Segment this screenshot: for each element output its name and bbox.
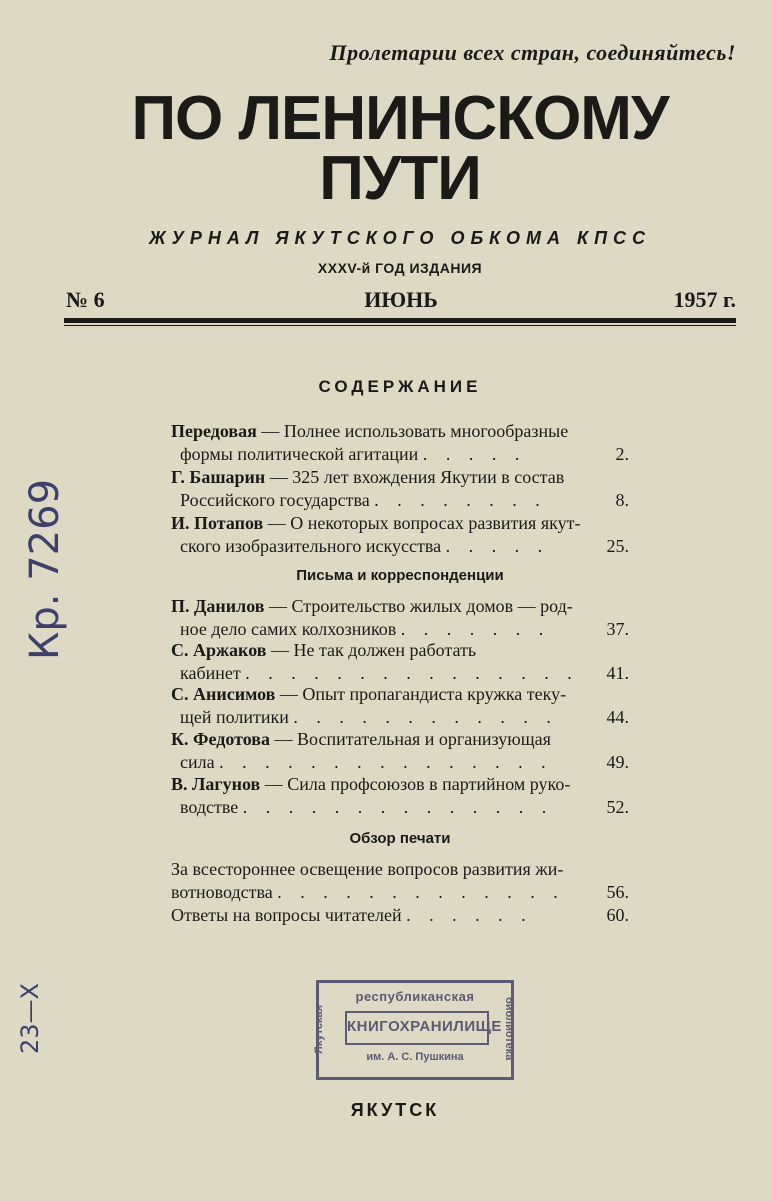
margin-note: 23—Х (16, 983, 44, 1054)
toc-entry (171, 858, 629, 904)
toc-title-line-2: Российского государства (180, 490, 370, 510)
toc-page-number: 25. (606, 536, 629, 556)
toc-entry (171, 728, 629, 774)
stamp-bottom-text: им. А. С. Пушкина (366, 1051, 464, 1063)
toc-entry (171, 466, 629, 512)
toc-title-line-2: ского изобразительного искусства (180, 536, 442, 556)
toc-title-line-1: За всестороннее освещение вопросов развития жи- (171, 859, 564, 879)
toc-entry (171, 683, 629, 729)
toc-page-number: 49. (606, 752, 629, 772)
handwritten-shelf-mark: Кр. 7269 (22, 478, 68, 660)
toc-leader-dots: . . . . . . . . . . . . . . (242, 797, 554, 817)
toc-author: Г. Башарин (171, 467, 266, 487)
issue-number: № 6 (66, 287, 105, 312)
year-of-publication: XXXV-й ГОД ИЗДАНИЯ (317, 260, 483, 276)
stamp-middle-text: КНИГОХРАНИЛИЩЕ (345, 1011, 489, 1045)
toc-page-number: 8. (615, 490, 629, 510)
stamp-left-text: Якутская (313, 1005, 325, 1055)
issue-line (66, 287, 736, 315)
divider-thick (64, 318, 736, 323)
toc-leader-dots: . . . . . (422, 444, 527, 464)
toc-entry (171, 420, 629, 466)
issue-month: ИЮНЬ (364, 287, 438, 312)
toc-leader-dots: . . . . . . . . . . . . . (277, 882, 565, 902)
toc-page-number: 41. (606, 663, 629, 683)
toc-entry (171, 639, 629, 685)
journal-title-line-1: ПО ЛЕНИНСКОМУ (131, 84, 669, 153)
toc-author: С. Аржаков (171, 640, 267, 660)
toc-leader-dots: . . . . . . (406, 905, 533, 925)
toc-title-line-1: — Опыт пропагандиста кружка теку- (275, 684, 567, 704)
toc-title-line-2: щей политики (180, 707, 289, 727)
toc-title-line-2: кабинет (180, 663, 241, 683)
toc-title-line-1: — О некоторых вопросах развития якут- (263, 513, 581, 533)
slogan: Пролетарии всех стран, соединяйтесь! (329, 40, 736, 65)
toc-page-number: 44. (606, 707, 629, 727)
toc-title-line-1: — Полнее использовать многообразные (256, 421, 569, 441)
stamp-right-text: библиотека (503, 997, 515, 1061)
toc-title-line-2: вотноводства (171, 882, 273, 902)
toc-title-line-2: формы политической агитации (180, 444, 419, 464)
divider-thin (64, 325, 736, 326)
toc-leader-dots: . . . . . . . . . . . . . . . (245, 663, 579, 683)
toc-leader-dots: . . . . . . . (400, 619, 551, 639)
toc-entry (171, 904, 629, 927)
toc-author: С. Анисимов (171, 684, 276, 704)
stamp-top-text: республиканская (355, 989, 475, 1004)
toc-title-line-1: — Сила профсоюзов в партийном руко- (260, 774, 571, 794)
issue-year: 1957 г. (673, 287, 736, 312)
toc-leader-dots: . . . . . . . . . . . . . . . (219, 752, 553, 772)
toc-page-number: 60. (606, 905, 629, 925)
press-review-heading: Обзор печати (349, 830, 451, 847)
toc-author: П. Данилов (171, 596, 265, 616)
toc-leader-dots: . . . . . . . . . . . . (293, 707, 558, 727)
toc-title-line-2: сила (180, 752, 215, 772)
toc-title-line-1: — Не так должен работать (266, 640, 477, 660)
toc-leader-dots: . . . . . (445, 536, 550, 556)
toc-page-number: 56. (606, 882, 629, 902)
toc-author: Передовая (171, 421, 257, 441)
toc-author: И. Потапов (171, 513, 264, 533)
toc-entry (171, 595, 629, 641)
library-stamp (313, 980, 515, 1080)
toc-title-line-2: водстве (180, 797, 239, 817)
toc-title-line-1: — Воспитательная и организующая (270, 729, 551, 749)
toc-title-line-2: Ответы на вопросы читателей (171, 905, 402, 925)
contents-heading: СОДЕРЖАНИЕ (318, 377, 482, 396)
letters-heading: Письма и корреспонденции (296, 567, 504, 584)
journal-subtitle: ЖУРНАЛ ЯКУТСКОГО ОБКОМА КПСС (148, 228, 652, 248)
toc-author: К. Федотова (171, 729, 271, 749)
toc-leader-dots: . . . . . . . . (374, 490, 547, 510)
toc-title-line-1: — Строительство жилых домов — род- (264, 596, 573, 616)
imprint-city: ЯКУТСК (350, 1100, 440, 1120)
toc-author: В. Лагунов (171, 774, 261, 794)
toc-page-number: 52. (606, 797, 629, 817)
toc-entry (171, 512, 629, 558)
toc-title-line-2: ное дело самих колхозников (180, 619, 397, 639)
toc-page-number: 2. (615, 444, 629, 464)
journal-title-line-2: ПУТИ (319, 144, 481, 213)
toc-entry (171, 773, 629, 819)
toc-title-line-1: — 325 лет вхождения Якутии в состав (265, 467, 565, 487)
toc-page-number: 37. (606, 619, 629, 639)
